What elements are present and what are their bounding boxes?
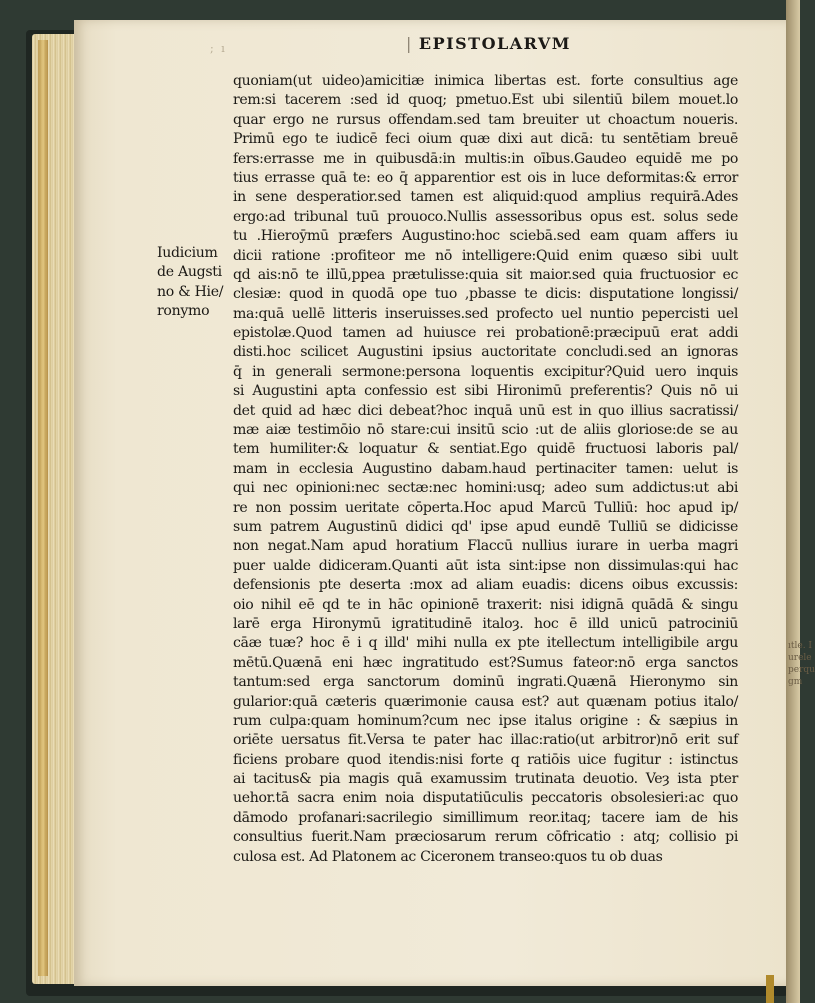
running-head-ornament: | (406, 34, 413, 53)
text-line: ergo:ad tribunal tuū prouoco.Nullis assessoribus opus est. solus sede (233, 208, 738, 225)
text-line: in sene desperatior.sed tamen est aliquid:quod amplius requirā.Ades (233, 189, 738, 206)
marginal-annotation (157, 244, 237, 322)
text-line: defensionis pte deserta :mox ad aliam euadis: dicens oibus excussis: (233, 577, 738, 594)
text-line: rum culpa:quam hominum?cum nec ipse italus origine : & sæpius in (233, 712, 738, 729)
text-line: dāmodo profanari:sacrilegio simillimum reor.itaq; tacere iam de his (233, 809, 738, 826)
folio-mark: ; ı (210, 42, 227, 55)
text-line: culosa est. Ad Platonem ac Ciceronem transeo:quos tu ob duas (233, 848, 663, 865)
bookmark-ribbon (766, 975, 774, 1003)
text-line: rem:si tacerem :sed id quoq; pmetuo.Est ubi silentiū bilem mouet.lo (233, 92, 738, 109)
text-line: qui nec opinioni:nec sectæ:nec homini:usq; adeo sum addictus:ut abi (233, 480, 738, 497)
text-line: mam in ecclesia Augustino dabam.haud pertinaciter tamen: uelut is (233, 460, 738, 477)
gilt-edge (38, 40, 48, 976)
bleed-fragment: gm (788, 677, 803, 687)
text-line: ma:quā uellē litteris inseruisses.sed profecto uel nuntio pepercisti uel (233, 305, 738, 322)
text-line: ficiens probare quod itendis:nisi forte q ratiōis uice fugitur : istinctus (233, 751, 738, 768)
text-line: quoniam(ut uideo)amicitiæ inimica libertas est. forte consultius age (233, 73, 738, 89)
text-line: oio nihil eē qd te in hāc opinionē traxerit: nisi idignā quādā & singu (233, 596, 738, 613)
facing-page-edge (786, 0, 815, 1003)
text-line: re non possim ueritate cōperta.Hoc apud Marcū Tulliū: hoc apud ip/ (233, 499, 738, 516)
text-line: fers:errasse me in quibusdā:in multis:in oībus.Gaudeo equidē me po (233, 150, 738, 167)
text-line: dicii ratione :profiteor me nō intelligere:Quid enim quæso sibi uult (233, 247, 738, 264)
bleed-fragment: ıtle. I (788, 641, 812, 651)
body-text (233, 72, 738, 867)
text-line: oriēte uersatus fit.Versa te pater hac illac:ratio(ut arbitror)nō erit suf (233, 732, 738, 749)
text-line: tu .Hieroȳmū præfers Augustino:hoc sciebā.sed eam quam affers iu (233, 228, 738, 245)
bleed-fragment: perqu (788, 665, 815, 675)
marginal-note-line: de Augsti (157, 264, 222, 281)
running-head-title: EPISTOLARVM (418, 34, 572, 53)
facing-page-bleed-text (788, 640, 815, 688)
marginal-note-line: Iudicium (157, 245, 218, 261)
text-line: clesiæ: quod in quodā ope tuo ,pbasse te dicis: disputatione longissi/ (233, 286, 738, 303)
text-line: quar ergo ne rursus offendam.sed tam breuiter ut choactum noueris. (233, 111, 738, 128)
text-line: disti.hoc scilicet Augustini ipsius auctoritate concludi.sed an ignoras (233, 344, 738, 361)
text-line: Primū ego te iudicē feci oium quæ dixi aut dicā: tu sentētiam breuē (233, 131, 738, 148)
text-line: cāæ tuæ? hoc ē i q illd' mihi nulla ex pte itellectum intelligibile argu (233, 635, 738, 652)
text-line: tius errasse quā te: eo q̄ apparentior est ois in luce deformitas:& error (233, 169, 738, 186)
text-line: q̄ in generali sermone:persona loquentis excipitur?Quid uero inquis (233, 363, 738, 380)
text-line: non negat.Nam apud horatium Flaccū nullius iurare in uerba magri (233, 538, 738, 555)
text-line: larē erga Hironymū igratitudinē italoȝ. hoc ē illd unicū patrociniū (233, 615, 738, 632)
text-line: tem humiliter:& loquatur & sentiat.Ego quidē fructuosi laboris pal/ (233, 441, 738, 458)
text-line: mæ aiæ testimōio nō stare:cui insitū scio :ut de aliis gloriose:de se au (233, 422, 738, 439)
text-line: gularior:quā cæteris quærimonie causa est? aut quænam potius italo/ (233, 693, 738, 710)
text-line: puer ualde didiceram.Quanti aūt ista sint:ipse non dissimulas:qui hac (233, 557, 738, 574)
text-line: mētū.Quænā eni hæc ingratitudo est?Sumus fateor:nō erga sanctos (233, 654, 738, 671)
text-line: epistolæ.Quod tamen ad huiusce rei probationē:præcipuū erat addi (233, 325, 738, 342)
running-head (406, 34, 571, 53)
text-line: tantum:sed erga sanctorum dominū ingrati.Quænā Hieronymo sin (233, 674, 738, 691)
text-line: qd ais:nō te illū,ppea prætulisse:quia sit maior.sed quia fructuosior ec (233, 266, 738, 283)
marginal-note-line: ronymo (157, 303, 210, 320)
marginal-note-line: no & Hie/ (157, 283, 224, 300)
text-line: consultius fuerit.Nam præciosarum rerum cōfricatio : atq; collisio pi (233, 829, 738, 846)
text-line: sum patrem Augustinū didici qd' ipse apud eundē Tulliū se didicisse (233, 518, 738, 535)
text-line: uehor.tā sacra enim noia disputatiūculis peccatoris obsolesieri:ac quo (233, 790, 738, 807)
bleed-fragment: urele (788, 653, 812, 663)
text-line: ai tacitus& pia magis quā examussim trutinata deuotio. Veȝ ista pter (233, 771, 738, 788)
text-line: det quid ad hæc dici debeat?hoc inquā unū est in quo illius sacratissi/ (233, 402, 738, 419)
text-line: si Augustini apta confessio est sibi Hironimū preferentis? Quis nō ui (233, 383, 738, 400)
